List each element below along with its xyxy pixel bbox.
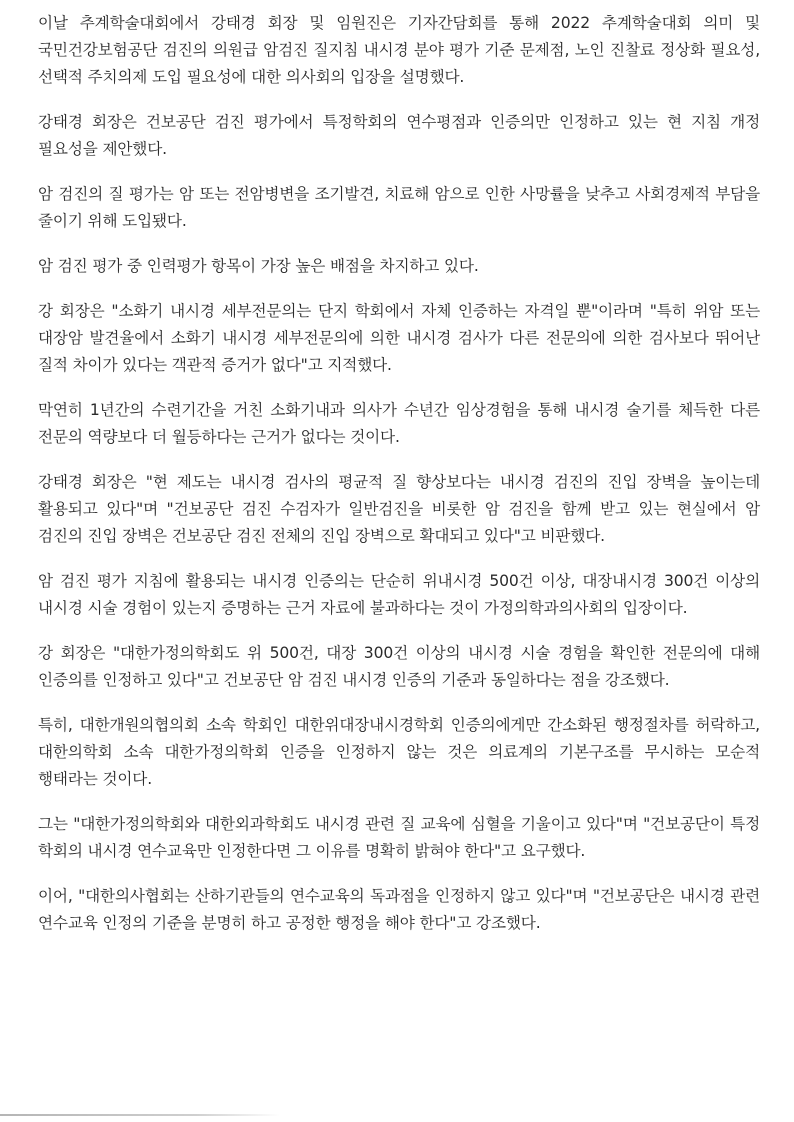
article-body xyxy=(38,10,760,955)
scan-bottom-edge-divider xyxy=(0,1114,280,1116)
article-paragraph: 암 검진 평가 지침에 활용되는 내시경 인증의는 단순히 위내시경 500건 이상, 대장내시경 300건 이상의 내시경 시술 경험이 있는지 증명하는 근거 자료에 불과하다는 것이 가정의학과의사회의 입장이다. xyxy=(38,572,760,617)
article-paragraph: 특히, 대한개원의협의회 소속 학회인 대한위대장내시경학회 인증의에게만 간소화된 행정절차를 허락하고, 대한의학회 소속 대한가정의학회 인증을 인정하지 않는 것은 의료계의 기본구조를 무시하는 모순적 행태라는 것이다. xyxy=(38,716,760,788)
article-paragraph: 그는 "대한가정의학회와 대한외과학회도 내시경 관련 질 교육에 심혈을 기울이고 있다"며 "건보공단이 특정 학회의 내시경 연수교육만 인정한다면 그 이유를 명확히 밝혀야 한다"고 요구했다. xyxy=(38,815,760,860)
article-paragraph: 강태경 회장은 "현 제도는 내시경 검사의 평균적 질 향상보다는 내시경 검진의 진입 장벽을 높이는데 활용되고 있다"며 "건보공단 검진 수검자가 일반검진을 비롯한 암 검진을 함께 받고 있는 현실에서 암 검진의 진입 장벽은 건보공단 검진 전체의 진입 장벽으로 확대되고 있다"고 비판했다. xyxy=(38,473,760,545)
article-paragraph: 강 회장은 "대한가정의학회도 위 500건, 대장 300건 이상의 내시경 시술 경험을 확인한 전문의에 대해 인증의를 인정하고 있다"고 건보공단 암 검진 내시경 인증의 기준과 동일하다는 점을 강조했다. xyxy=(38,644,760,689)
article-paragraph: 이어, "대한의사협회는 산하기관들의 연수교육의 독과점을 인정하지 않고 있다"며 "건보공단은 내시경 관련 연수교육 인정의 기준을 분명히 하고 공정한 행정을 해야 한다"고 강조했다. xyxy=(38,887,760,932)
article-paragraph: 막연히 1년간의 수련기간을 거친 소화기내과 의사가 수년간 임상경험을 통해 내시경 술기를 체득한 다른 전문의 역량보다 더 월등하다는 근거가 없다는 것이다. xyxy=(38,401,760,446)
article-paragraph: 강 회장은 "소화기 내시경 세부전문의는 단지 학회에서 자체 인증하는 자격일 뿐"이라며 "특히 위암 또는 대장암 발견율에서 소화기 내시경 세부전문의에 의한 내시경 검사가 다른 전문의에 의한 검사보다 뛰어난 질적 차이가 있다는 객관적 증거가 없다"고 지적했다. xyxy=(38,302,760,374)
article-paragraph: 이날 추계학술대회에서 강태경 회장 및 임원진은 기자간담회를 통해 2022 추계학술대회 의미 및 국민건강보험공단 검진의 의원급 암검진 질지침 내시경 분야 평가 기준 문제점, 노인 진찰료 정상화 필요성, 선택적 주치의제 도입 필요성에 대한 의사회의 입장을 설명했다. xyxy=(38,14,760,86)
article-paragraph: 암 검진의 질 평가는 암 또는 전암병변을 조기발견, 치료해 암으로 인한 사망률을 낮추고 사회경제적 부담을 줄이기 위해 도입됐다. xyxy=(38,185,760,230)
article-paragraph: 강태경 회장은 건보공단 검진 평가에서 특정학회의 연수평점과 인증의만 인정하고 있는 현 지침 개정 필요성을 제안했다. xyxy=(38,113,760,158)
article-paragraph: 암 검진 평가 중 인력평가 항목이 가장 높은 배점을 차지하고 있다. xyxy=(38,257,479,275)
